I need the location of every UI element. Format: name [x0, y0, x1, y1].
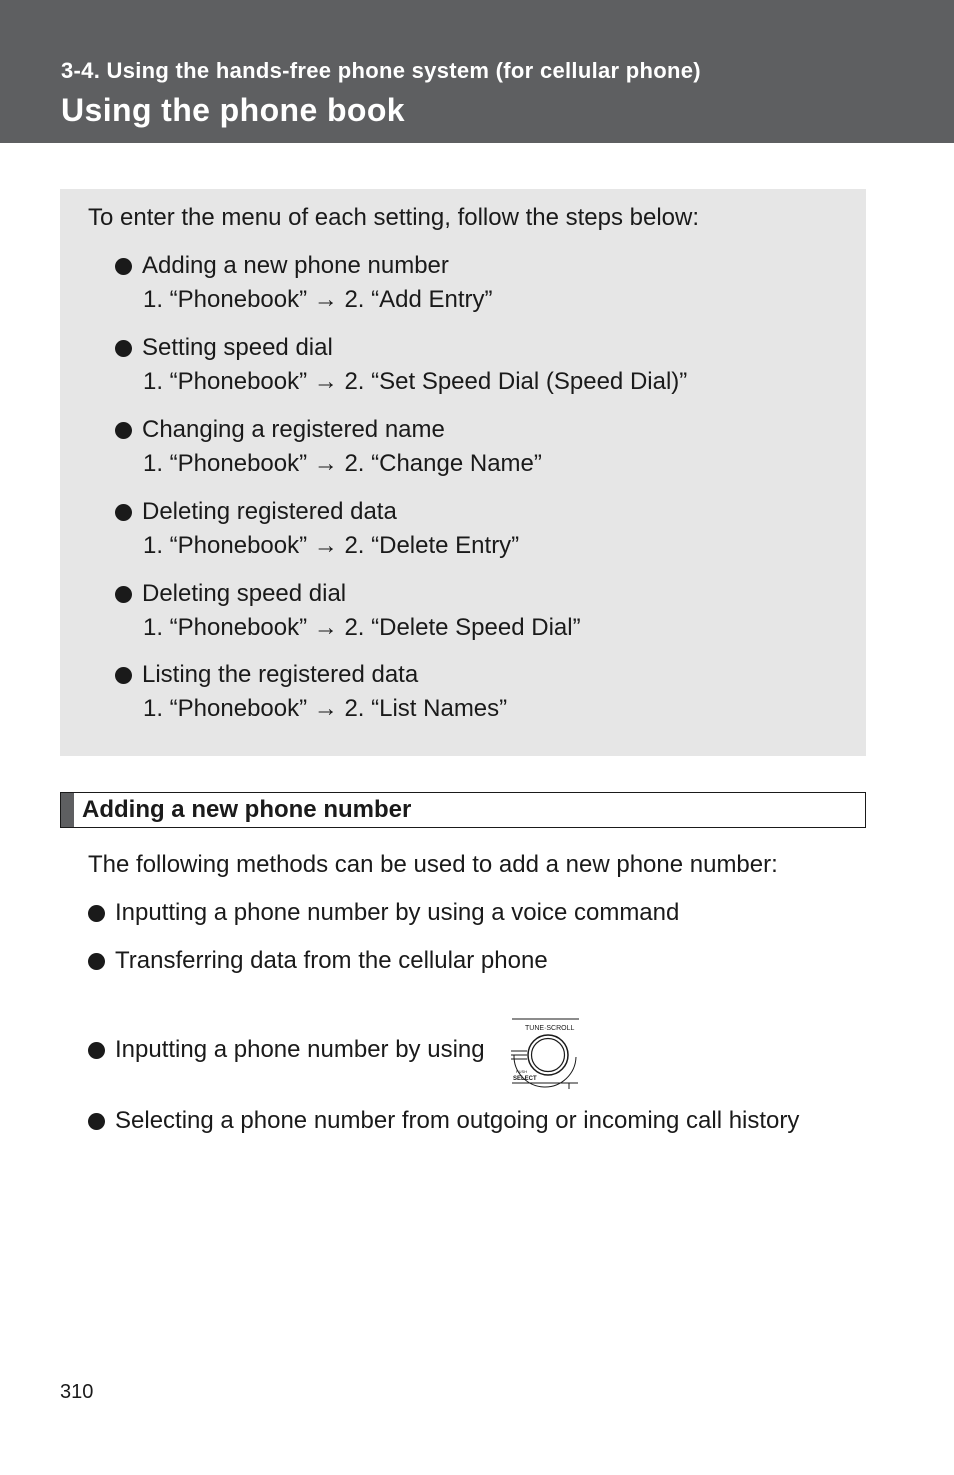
knob-select-label: SELECT: [513, 1076, 537, 1082]
menu-item: [115, 497, 519, 561]
menu-item-steps: 1. “Phonebook” → 2. “List Names”: [143, 695, 508, 722]
bullet-icon: [88, 905, 105, 922]
bullet-icon: [115, 258, 132, 275]
method-label: Selecting a phone number from outgoing or incoming call history: [115, 1107, 800, 1134]
method-item: [88, 1036, 485, 1064]
menu-item-label: Changing a registered name: [142, 416, 445, 443]
bullet-icon: [88, 1113, 105, 1130]
menu-item: [115, 333, 687, 397]
menu-item: [115, 415, 542, 479]
menu-item-steps: 1. “Phonebook” → 2. “Change Name”: [143, 450, 542, 477]
bullet-icon: [115, 667, 132, 684]
menu-item-steps: 1. “Phonebook” → 2. “Set Speed Dial (Speed Dial)”: [143, 368, 688, 395]
menu-item-steps: 1. “Phonebook” → 2. “Delete Entry”: [143, 532, 520, 559]
menu-intro: To enter the menu of each setting, follow the steps below:: [88, 204, 700, 231]
method-item: [88, 947, 548, 975]
knob-push-label: PUSH: [516, 1069, 528, 1074]
menu-item-label: Deleting speed dial: [142, 580, 347, 607]
bullet-icon: [115, 504, 132, 521]
bullet-icon: [115, 586, 132, 603]
menu-steps-box: [60, 189, 866, 756]
chapter-header: [0, 0, 954, 143]
bullet-icon: [115, 422, 132, 439]
tune-scroll-knob-icon: [508, 1017, 582, 1091]
method-label: Inputting a phone number by using a voice command: [115, 899, 680, 926]
methods-intro: The following methods can be used to add a new phone number:: [88, 851, 778, 878]
method-label: Inputting a phone number by using: [115, 1036, 485, 1063]
menu-item-label: Setting speed dial: [142, 334, 333, 361]
menu-item: [115, 251, 493, 315]
menu-item-label: Deleting registered data: [142, 498, 397, 525]
bullet-icon: [88, 1042, 105, 1059]
menu-item-label: Listing the registered data: [142, 661, 419, 688]
page-title: Using the phone book: [61, 92, 405, 128]
method-item: [88, 899, 679, 927]
subsection-heading-label: Adding a new phone number: [82, 796, 412, 823]
method-label: Transferring data from the cellular phone: [115, 947, 548, 974]
section-title: 3-4. Using the hands-free phone system (for cellular phone): [61, 58, 701, 83]
knob-top-label: TUNE·SCROLL: [525, 1025, 575, 1032]
subsection-heading: [60, 792, 866, 828]
bullet-icon: [115, 340, 132, 357]
method-item: [88, 1107, 799, 1135]
bullet-icon: [88, 953, 105, 970]
page-number: 310: [60, 1381, 94, 1403]
menu-item-label: Adding a new phone number: [142, 252, 449, 279]
menu-item: [115, 660, 507, 724]
heading-bar: [61, 793, 74, 827]
menu-item-steps: 1. “Phonebook” → 2. “Delete Speed Dial”: [143, 614, 581, 641]
menu-item-steps: 1. “Phonebook” → 2. “Add Entry”: [143, 286, 493, 313]
menu-item: [115, 579, 581, 643]
